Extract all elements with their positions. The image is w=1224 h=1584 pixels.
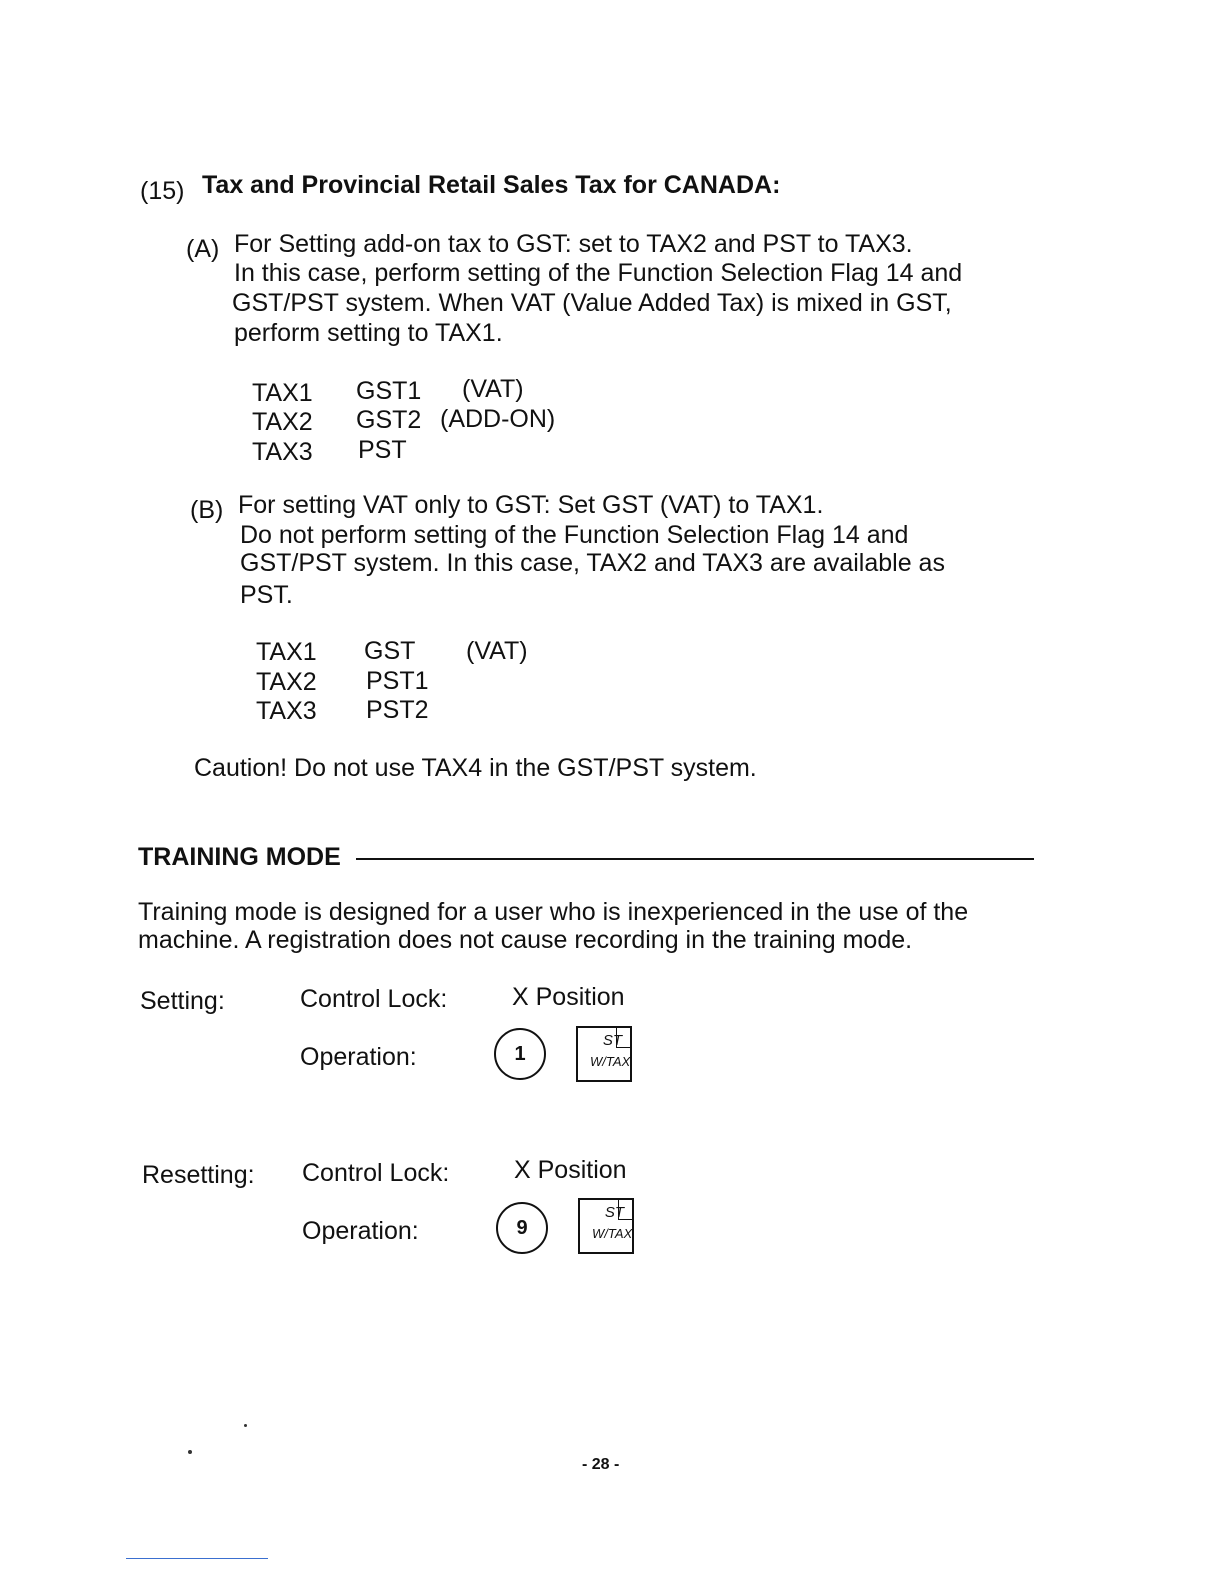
part-b-line-3: GST/PST system. In this case, TAX2 and TAX3 are available as: [240, 549, 945, 577]
part-b-line-1: For setting VAT only to GST: Set GST (VAT) to TAX1.: [238, 491, 824, 519]
page-number: - 28 -: [582, 1456, 620, 1473]
key-top-label: ST: [604, 1204, 624, 1221]
resetting-label: Resetting:: [142, 1161, 255, 1189]
training-intro-line-2: machine. A registration does not cause recording in the training mode.: [138, 926, 913, 954]
part-a-line-1: For Setting add-on tax to GST: set to TAX2 and PST to TAX3.: [234, 230, 913, 258]
setting-st-wtax-key: [576, 1026, 632, 1082]
section-title: Tax and Provincial Retail Sales Tax for CANADA:: [202, 171, 781, 199]
key-bottom-label: W/TAX: [592, 1226, 633, 1241]
part-a-line-2: In this case, perform setting of the Function Selection Flag 14 and: [234, 259, 963, 287]
section-number: (15): [140, 177, 185, 205]
part-a-row-2-tax: TAX2: [252, 408, 313, 436]
part-a-row-2-value: GST2: [356, 406, 422, 434]
part-b-line-4: PST.: [240, 581, 293, 609]
part-b-row-1-tax: TAX1: [256, 638, 317, 666]
part-a-line-4: perform setting to TAX1.: [234, 319, 503, 347]
key-bottom-label: W/TAX: [590, 1054, 631, 1069]
part-b-row-2-value: PST1: [366, 667, 429, 695]
part-a-row-1-note: (VAT): [462, 375, 524, 403]
setting-numeric-key: [494, 1028, 546, 1080]
resetting-operation-label: Operation:: [302, 1217, 419, 1245]
setting-operation-label: Operation:: [300, 1043, 417, 1071]
caution-note: Caution! Do not use TAX4 in the GST/PST system.: [194, 754, 757, 782]
setting-control-lock-label: Control Lock:: [300, 985, 448, 1013]
resetting-st-wtax-key: [578, 1198, 634, 1254]
part-a-label: (A): [186, 235, 220, 263]
part-b-row-3-value: PST2: [366, 696, 429, 724]
bottom-edge-line: [126, 1558, 268, 1559]
training-intro-line-1: Training mode is designed for a user who is inexperienced in the use of the: [138, 898, 969, 926]
setting-key-number: 1: [514, 1042, 526, 1065]
heading-rule: [356, 858, 1034, 860]
resetting-numeric-key: [496, 1202, 548, 1254]
part-a-row-3-value: PST: [358, 436, 407, 464]
part-b-row-3-tax: TAX3: [256, 697, 317, 725]
part-b-row-1-value: GST: [364, 637, 416, 665]
resetting-control-lock-value: X Position: [514, 1156, 627, 1184]
part-b-row-1-note: (VAT): [466, 637, 528, 665]
part-b-row-2-tax: TAX2: [256, 668, 317, 696]
resetting-control-lock-label: Control Lock:: [302, 1159, 450, 1187]
setting-control-lock-value: X Position: [512, 983, 625, 1011]
scan-speck: [244, 1424, 247, 1427]
training-heading: TRAINING MODE: [138, 843, 341, 871]
setting-label: Setting:: [140, 987, 225, 1015]
scan-speck: [188, 1450, 192, 1454]
part-a-row-2-note: (ADD-ON): [440, 405, 556, 433]
part-b-label: (B): [190, 496, 224, 524]
part-b-line-2: Do not perform setting of the Function Selection Flag 14 and: [240, 521, 909, 549]
resetting-key-number: 9: [516, 1216, 528, 1239]
part-a-line-3: GST/PST system. When VAT (Value Added Tax) is mixed in GST,: [232, 289, 952, 317]
key-top-label: ST: [602, 1032, 622, 1049]
part-a-row-1-tax: TAX1: [252, 379, 313, 407]
part-a-row-1-value: GST1: [356, 377, 422, 405]
part-a-row-3-tax: TAX3: [252, 438, 313, 466]
